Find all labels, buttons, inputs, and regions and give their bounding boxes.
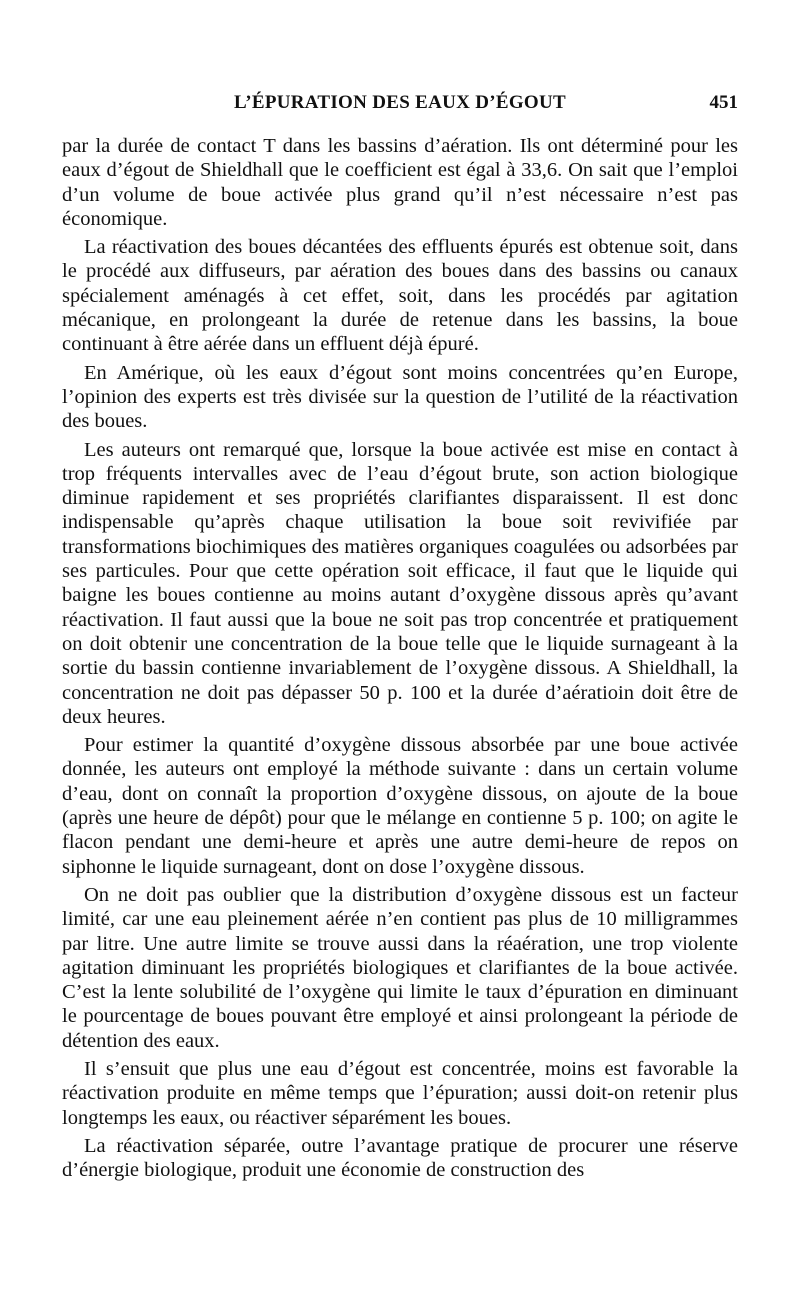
running-head: L’ÉPURATION DES EAUX D’ÉGOUT — [234, 92, 566, 113]
page-number: 451 — [709, 92, 738, 113]
paragraph-reactivation-separee: La réactivation séparée, outre l’avantage pratique de procurer une réserve d’énergie biologique, produit une économie de construction des — [62, 1134, 738, 1182]
paragraph-s-ensuit: Il s’ensuit que plus une eau d’égout est concentrée, moins est favorable la réactivation produite en même temps que l’épuration; aussi doit-on retenir plus longtemps les eaux, ou réactiver séparément les boues. — [62, 1057, 738, 1129]
body-text — [62, 134, 738, 1186]
page-header — [62, 92, 738, 120]
paragraph-reactivation: La réactivation des boues décantées des effluents épurés est obtenue soit, dans le procédé aux diffuseurs, par aération des boues dans des bassins ou canaux spécialement aménagés à cet effet, soit, dans les procédés par agitation mécanique, en prolongeant la durée de retenue dans les bassins, la boue continuant à être aérée dans un effluent déjà épuré. — [62, 236, 738, 356]
paragraph-auteurs-remarque: Les auteurs ont remarqué que, lorsque la boue activée est mise en contact à trop fréquents intervalles avec de l’eau d’égout brute, son action biologique diminue rapidement et ses propriétés clarifiantes disparaissent. Il est donc indispensable qu’après chaque utilisation la boue soit revivifiée par transformations biochimiques des matières organiques coagulées ou adsorbées par ses particules. Pour que cette opération soit efficace, il faut que le liquide qui baigne les boues contienne au moins autant d’oxygène dissous après qu’avant réactivation. Il faut aussi que la boue ne soit pas trop concentrée et pratiquement on doit obtenir une concentration de la boue telle que le liquide surnageant à la sortie du bassin contienne invariablement de l’oxygène dissous. A Shieldhall, la concentration ne doit pas dépasser 50 p. 100 et la durée d’aératioin doit être de deux heures. — [62, 438, 738, 728]
paragraph-continuation: par la durée de contact T dans les bassins d’aération. Ils ont déterminé pour les eaux d’égout de Shieldhall que le coefficient est égal à 33,6. On sait que l’emploi d’un volume de boue activée plus grand qu’il n’est nécessaire n’est pas économique. — [62, 135, 738, 230]
paragraph-amerique: En Amérique, où les eaux d’égout sont moins concentrées qu’en Europe, l’opinion des experts est très divisée sur la question de l’utilité de la réactivation des boues. — [62, 361, 738, 433]
paragraph-estimation-oxygene: Pour estimer la quantité d’oxygène dissous absorbée par une boue activée donnée, les auteurs ont employé la méthode suivante : dans un certain volume d’eau, dont on connaît la proportion d’oxygène dissous, on ajoute de la boue (après une heure de dépôt) pour que le mélange en contienne 5 p. 100; on agite le flacon pendant une demi-heure et après une autre demi-heure de repos on siphonne le liquide surnageant, dont on dose l’oxygène dissous. — [62, 734, 738, 878]
paragraph-facteur-limite: On ne doit pas oublier que la distribution d’oxygène dissous est un facteur limité, car une eau pleinement aérée n’en contient pas plus de 10 milligrammes par litre. Une autre limite se trouve aussi dans la réaération, une trop violente agitation diminuant les propriétés biologiques et clarifiantes de la boue activée. C’est la lente solubilité de l’oxygène qui limite le taux d’épuration en diminuant le pourcentage de boues pouvant être employé et ainsi prolongeant la période de détention des eaux. — [62, 883, 738, 1052]
